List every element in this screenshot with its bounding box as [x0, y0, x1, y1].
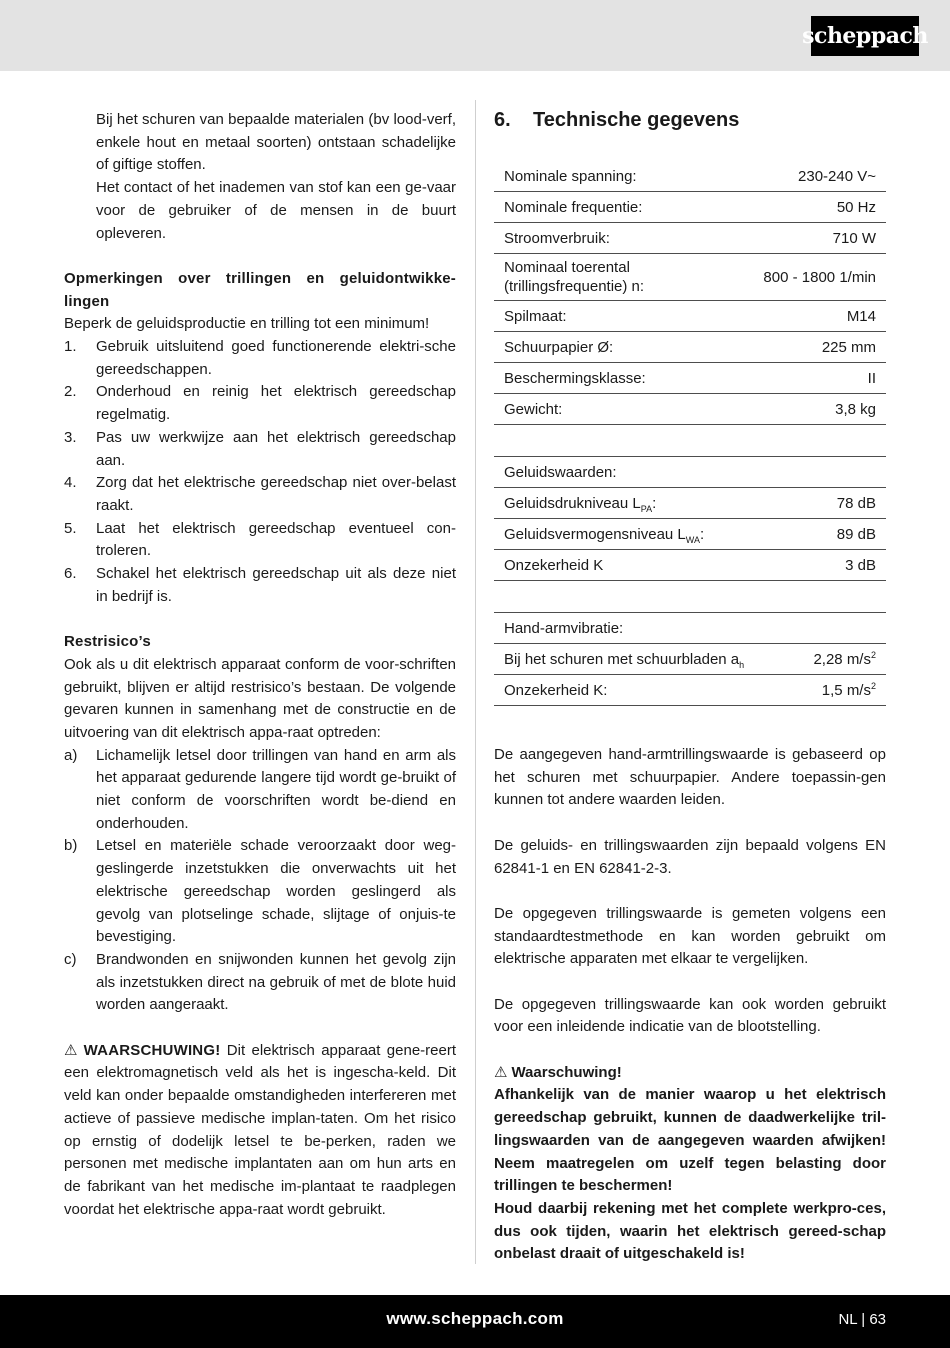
table-row: Onzekerheid K: 1,5 $m/s^2$ — [494, 675, 886, 706]
footer-website: www.scheppach.com — [386, 1309, 564, 1328]
list-item: 6. Schakel het elektrisch gereedschap uit als deze niet in bedrijf is. — [64, 565, 456, 605]
column-divider — [475, 100, 476, 1264]
vibration-notes-list — [64, 336, 456, 608]
emf-warning-label: WAARSCHUWING! — [83, 1041, 221, 1059]
page-header — [0, 0, 950, 71]
section-title — [494, 105, 886, 135]
table-row: Nominaal toerental (trillingsfrequentie) n: 800 - 1800 1/min — [494, 254, 886, 301]
intro-paragraph-1: Bij het schuren van bepaalde materialen (bv lood-verf, enkele hout en metaal soorten) ontstaan schadelijke of giftige stoffen. — [96, 111, 456, 174]
emf-warning-text: Dit elektrisch apparaat gene-reert een elektromagnetisch veld als het is ingescha-keld. Dit veld kan onder bepaalde omstandigheden interfereren met actieve of passieve medische implan-taten. Om het risico op ernstig of dodelijk letsel te be-perken, raden we personen met medische implantaten aan om hun arts en de fabrikant van het medische im-plantaat te raadplegen voordat het elektrische appa-raat wordt gebruikt. — [64, 1041, 457, 1218]
list-item: 5. Laat het elektrisch gereedschap eventueel con-troleren. — [64, 519, 456, 560]
warning-triangle-icon: ⚠ — [64, 1041, 80, 1059]
vibration-notes-heading: Opmerkingen over trillingen en geluidontwikke-lingen — [64, 269, 456, 310]
vibration-paragraph-4: De opgegeven trillingswaarde kan ook worden gebruikt voor een inleidende indicatie van de blootstelling. — [494, 995, 886, 1036]
list-item: c) Brandwonden en snijwonden kunnen het gevolg zijn als inzetstukken direct na gebruik of met de blote huid worden aangeraakt. — [64, 950, 456, 1014]
table-row: Geluidsdrukniveau $L_{PA}$: 78 dB — [494, 488, 886, 519]
table-row: Spilmaat: M14 — [494, 301, 886, 332]
list-item: 2. Onderhoud en reinig het elektrisch gereedschap regelmatig. — [64, 383, 456, 424]
vibration-paragraph-3: De opgegeven trillingswaarde is gemeten volgens een standaardtestmethode en kan worden gebruikt om elektrische apparaten met elkaar te vergelijken. — [494, 904, 886, 968]
list-item: 1. Gebruik uitsluitend goed functionerende elektri-sche gereedschappen. — [64, 338, 456, 378]
section-number: 6. — [494, 109, 511, 131]
list-item: 3. Pas uw werkwijze aan het elektrisch gereedschap aan. — [64, 428, 456, 469]
hand-arm-vibration-table — [494, 612, 886, 706]
table-row: Geluidswaarden: — [494, 457, 886, 488]
table-row: Hand-armvibratie: — [494, 613, 886, 644]
table-row: Schuurpapier Ø: 225 mm — [494, 332, 886, 363]
list-item: a) Lichamelijk letsel door trillingen van hand en arm als het apparaat gedurende langere tijd wordt ge-bruikt of niet conform de voorschriften wordt be-diend en onderhouden. — [64, 746, 456, 832]
table-row: Stroomverbruik: 710 W — [494, 223, 886, 254]
right-column — [494, 105, 886, 1266]
table-row: Nominale spanning: 230-240 V~ — [494, 161, 886, 192]
page-number: NL | 63 — [838, 1311, 886, 1328]
left-column — [64, 109, 456, 1221]
page-footer — [0, 1295, 950, 1348]
vibration-warning-text-1: Afhankelijk van de manier waarop u het elektrisch gereedschap gebruikt, kunnen de daadwerkelijke tril-lingswaarden van de aangegeven waarden afwijken! Neem maatregelen om uzelf tegen belasting door trillingen te beschermen! — [494, 1086, 886, 1195]
residual-risks-heading: Restrisico’s — [64, 633, 151, 651]
list-item: b) Letsel en materiële schade veroorzaakt door weg-geslingerde inzetstukken die onverwachts uit het elektrische gereedschap worden geslingerd als gevolg van plotselinge schade, slijtage of onjuis-te bevestiging. — [64, 837, 456, 946]
vibration-notes-lead: Beperk de geluidsproductie en trilling tot een minimum! — [64, 315, 430, 333]
section-title-text: Technische gegevens — [533, 109, 740, 131]
scheppach-logo: scheppach — [811, 16, 919, 56]
residual-risks-lead: Ook als u dit elektrisch apparaat conform de voor-schriften gebruikt, blijven er altijd restrisico’s bestaan. De volgende gevaren kunnen in samenhang met de constructie en de uitvoering van dit elektrisch appa-raat optreden: — [64, 655, 456, 741]
emf-warning — [64, 1040, 456, 1222]
warning-triangle-icon: ⚠ — [494, 1063, 508, 1081]
table-row: Gewicht: 3,8 kg — [494, 394, 886, 425]
list-item: 4. Zorg dat het elektrische gereedschap niet over-belast raakt. — [64, 474, 456, 514]
vibration-warning-text-2: Houd daarbij rekening met het complete werkpro-ces, dus ook tijden, waarin het elektrisch gereed-schap onbelast draait of uitgeschakeld is! — [494, 1200, 886, 1263]
table-row: Nominale frequentie: 50 Hz — [494, 192, 886, 223]
table-row: Onzekerheid K 3 dB — [494, 550, 886, 581]
intro-paragraph-2: Het contact of het inademen van stof kan een ge-vaar voor de gebruiker of de mensen in de buurt opleveren. — [96, 179, 456, 242]
technical-data-table — [494, 161, 886, 425]
vibration-paragraph-2: De geluids- en trillingswaarden zijn bepaald volgens EN 62841-1 en EN 62841-2-3. — [494, 836, 886, 877]
table-row: Geluidsvermogensniveau $L_{WA}$: 89 dB — [494, 519, 886, 550]
noise-values-table — [494, 456, 886, 581]
residual-risks-list — [64, 745, 456, 1017]
table-row: Bij het schuren met schuurbladen $a_h$ 2,28 $m/s^2$ — [494, 644, 886, 675]
table-row: Beschermingsklasse: II — [494, 363, 886, 394]
vibration-warning-title: ⚠ Waarschuwing! — [494, 1063, 622, 1081]
vibration-paragraph-1: De aangegeven hand-armtrillingswaarde is gebaseerd op het schuren met schuurpapier. Andere toepassin-gen kunnen tot andere waarden leiden. — [494, 746, 886, 809]
